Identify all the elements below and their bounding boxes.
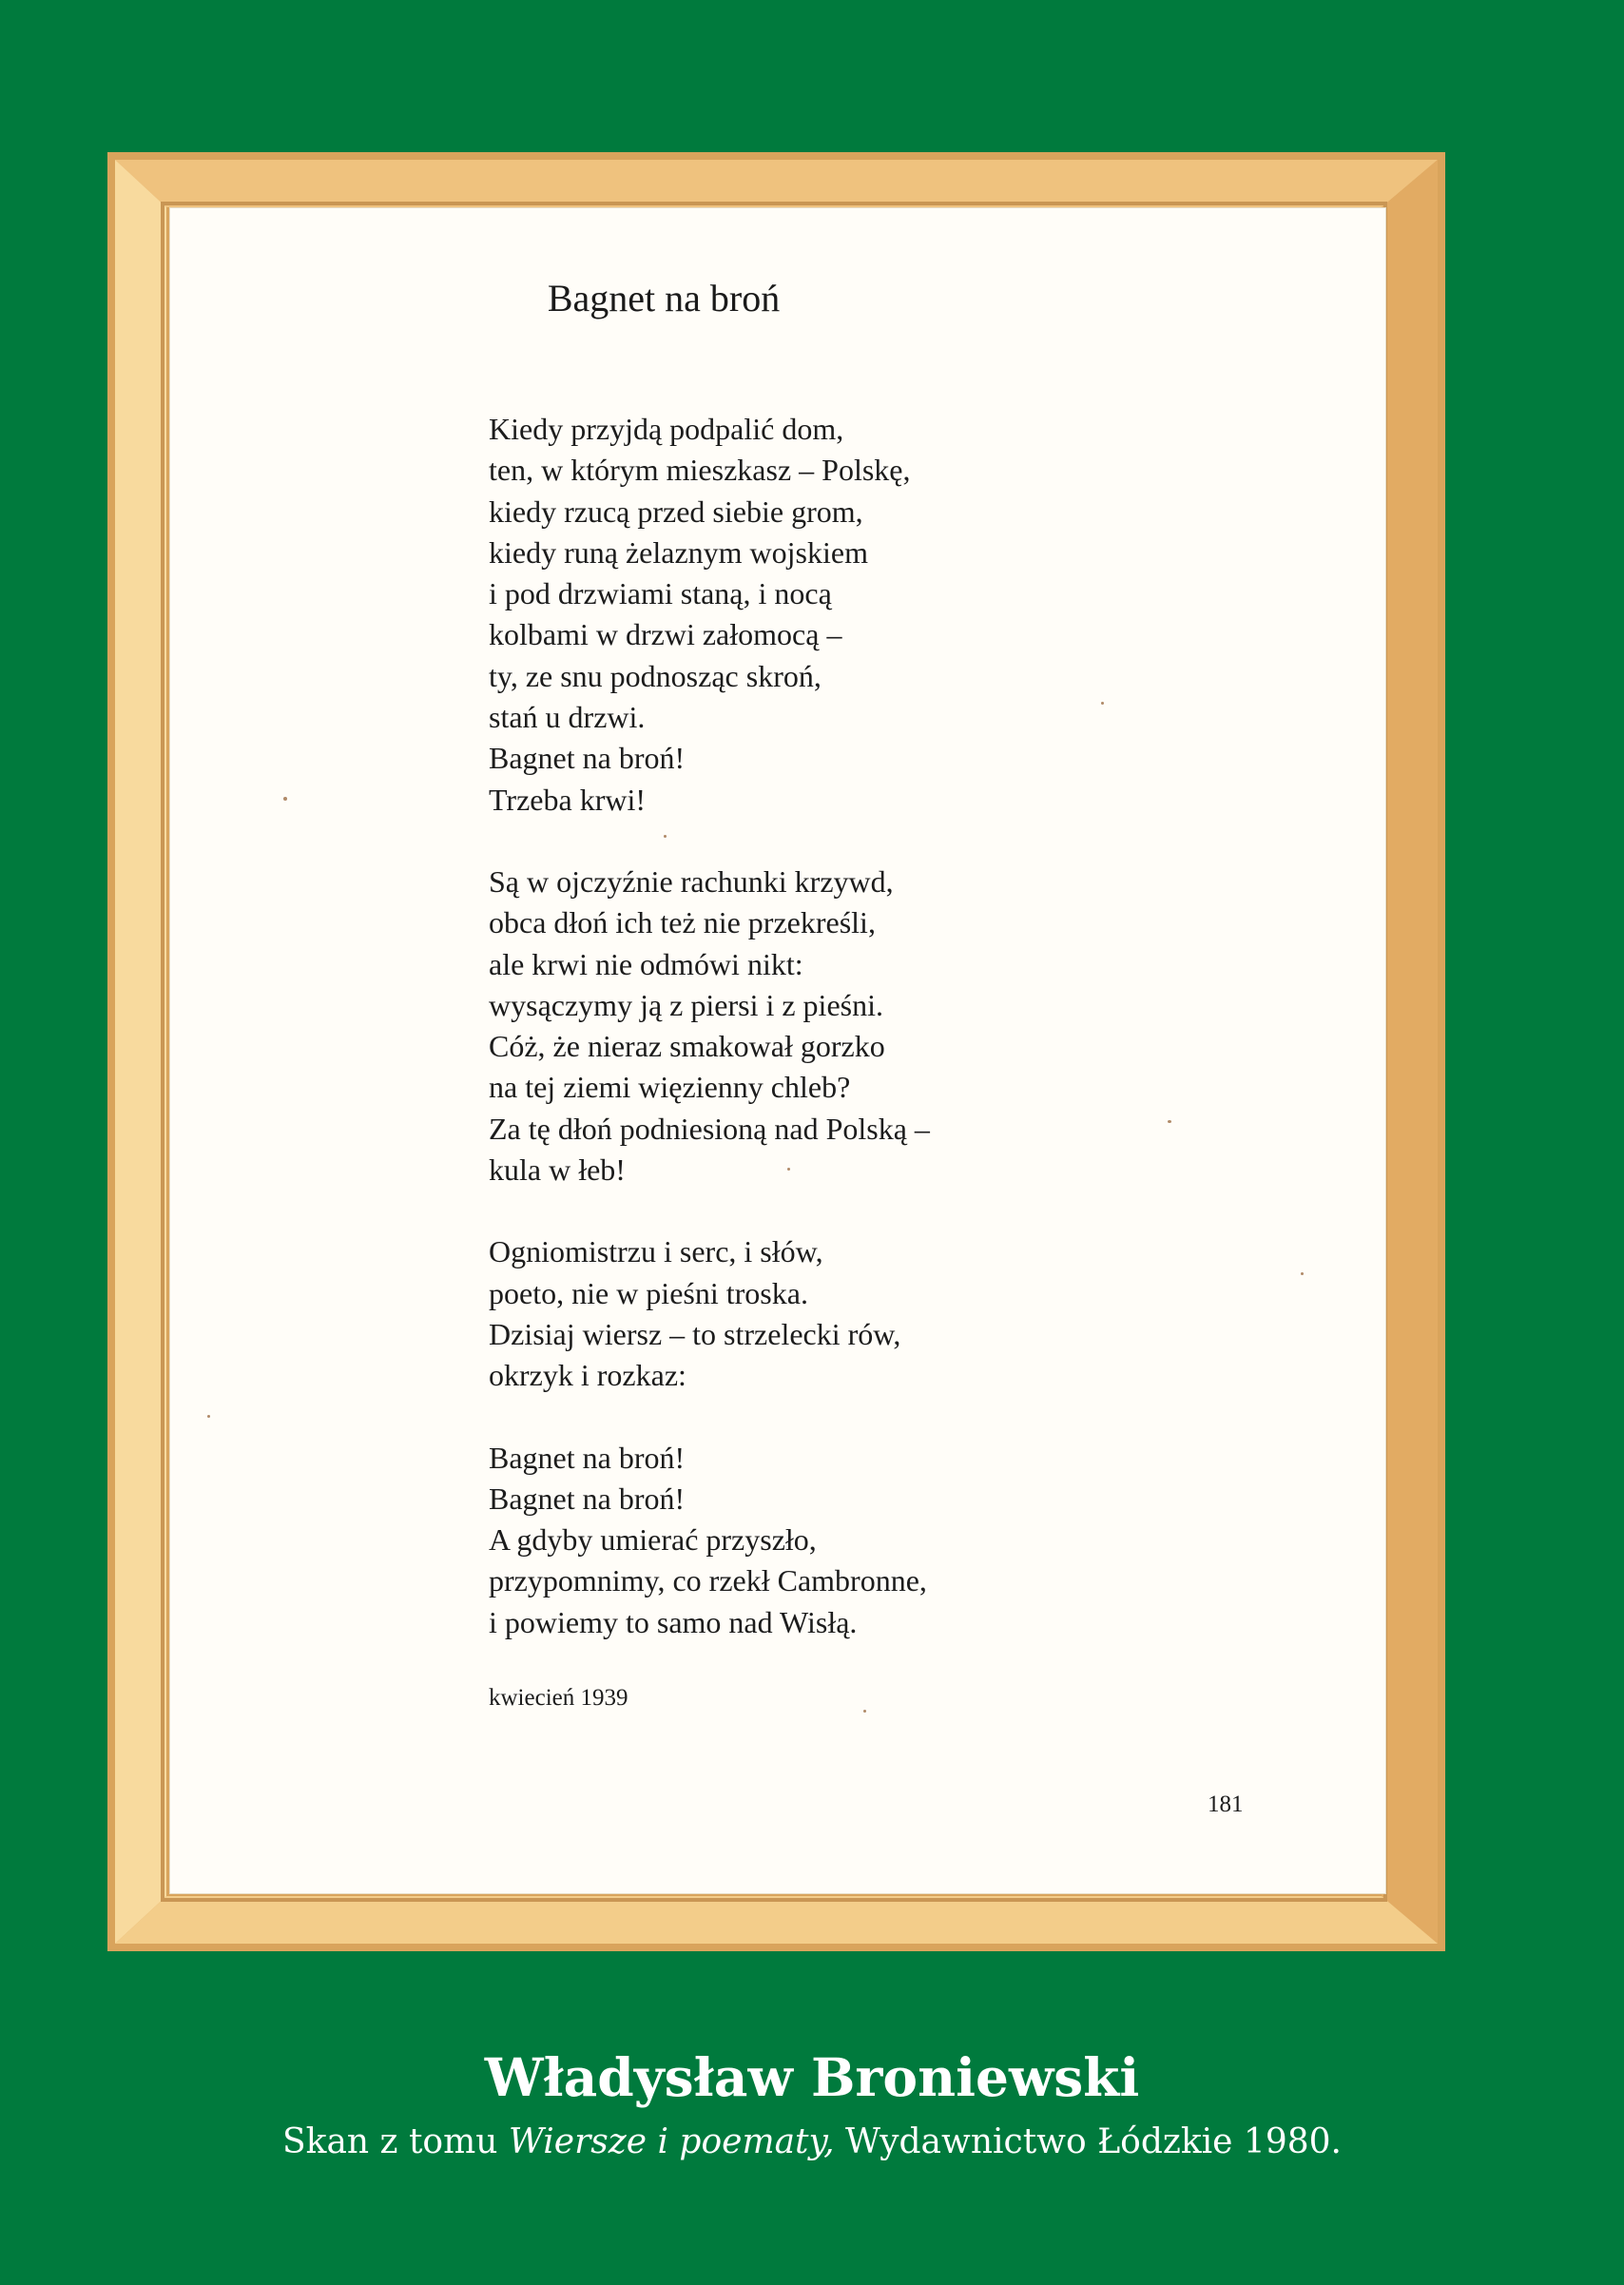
poem-line: Są w ojczyźnie rachunki krzywd, — [489, 863, 894, 899]
poem-line: obca dłoń ich też nie przekreśli, — [489, 905, 876, 940]
poem-line: wysączymy ją z piersi i z pieśni. — [489, 987, 883, 1022]
stanza-1 — [489, 409, 930, 821]
poem-line: Cóż, że nieraz smakował gorzko — [489, 1029, 885, 1064]
poem-line: A gdyby umierać przyszło, — [489, 1522, 817, 1558]
source-prefix: Skan z tomu — [281, 2122, 509, 2161]
poem-line: Za tę dłoń podniesioną nad Polską – — [489, 1111, 930, 1146]
poem-line: ten, w którym mieszkasz – Polskę, — [489, 453, 911, 488]
poem-line: kolbami w drzwi załomocą – — [489, 617, 842, 652]
poem-line: Trzeba krwi! — [489, 782, 646, 817]
poem-line: Bagnet na broń! — [489, 1481, 686, 1516]
source-book-title: Wiersze i poematy, — [508, 2122, 835, 2161]
stanza-4 — [489, 1438, 930, 1643]
poem-line: ty, ze snu podnosząc skroń, — [489, 658, 822, 693]
poem-line: na tej ziemi więzienny chleb? — [489, 1070, 851, 1105]
poem-line: kula w łeb! — [489, 1152, 626, 1188]
poem-line: poeto, nie w pieśni troska. — [489, 1275, 808, 1310]
poem-line: stań u drzwi. — [489, 700, 646, 735]
poem-line: okrzyk i rozkaz: — [489, 1358, 686, 1393]
poem-title: Bagnet na broń — [547, 277, 781, 320]
poem-line: Bagnet na broń! — [489, 1440, 686, 1475]
source-caption — [0, 2122, 1624, 2161]
poem-line: kiedy runą żelaznym wojskiem — [489, 534, 868, 570]
poem-line: przypomnimy, co rzekł Cambronne, — [489, 1563, 927, 1598]
author-name: Władysław Broniewski — [484, 2046, 1140, 2108]
paper-speck — [863, 1710, 866, 1713]
stanza-3 — [489, 1231, 930, 1396]
poem-line: i powiemy to samo nad Wisłą. — [489, 1604, 858, 1639]
poem-line: i pod drzwiami staną, i nocą — [489, 576, 832, 611]
poem-line: Ogniomistrzu i serc, i słów, — [489, 1234, 823, 1269]
paper-speck — [1168, 1120, 1171, 1123]
scanned-page — [169, 207, 1386, 1894]
paper-speck — [787, 1168, 790, 1171]
poem-line: Bagnet na broń! — [489, 741, 686, 776]
poem-date: kwiecień 1939 — [489, 1685, 628, 1711]
poem-line: Dzisiaj wiersz – to strzelecki rów, — [489, 1316, 901, 1351]
paper-speck — [1101, 702, 1104, 705]
poem-line: Kiedy przyjdą podpalić dom, — [489, 412, 844, 446]
stanza-2 — [489, 862, 930, 1191]
poem-body — [489, 409, 930, 1684]
poem-line: kiedy rzucą przed siebie grom, — [489, 494, 863, 529]
source-publisher: Wydawnictwo Łódzkie 1980. — [834, 2122, 1342, 2161]
paper-speck — [1301, 1272, 1304, 1275]
poem-line: ale krwi nie odmówi nikt: — [489, 946, 803, 981]
page-number: 181 — [1208, 1791, 1244, 1817]
paper-speck — [283, 797, 287, 801]
paper-speck — [664, 835, 667, 838]
paper-speck — [207, 1415, 210, 1418]
